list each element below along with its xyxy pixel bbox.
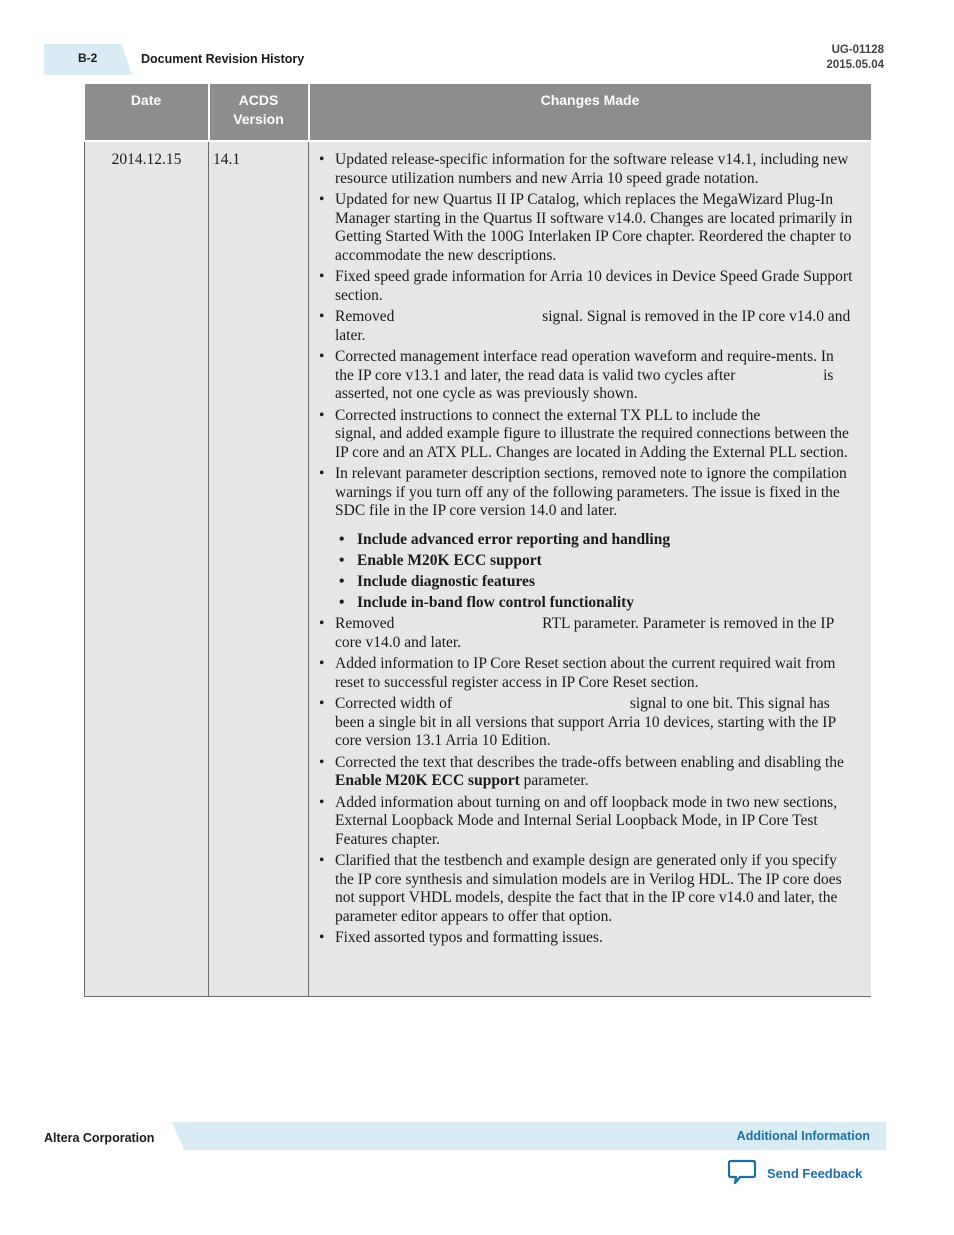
change-item (315, 348, 857, 404)
table-header-row (85, 84, 871, 141)
parameter-item: • Include in-band flow control functionality (335, 594, 857, 613)
change-text: Corrected width of (335, 695, 453, 712)
change-text: Corrected instructions to connect the external TX PLL to include the (335, 406, 761, 424)
revision-date: 2014.12.15 (85, 141, 209, 997)
company-name: Altera Corporation (44, 1131, 155, 1145)
change-item (315, 465, 857, 612)
change-text: Removed (335, 615, 395, 632)
page-number: B-2 (78, 51, 98, 65)
change-item (315, 852, 857, 926)
change-item (315, 754, 857, 791)
change-item (315, 929, 857, 948)
change-text: Added information to IP Core Reset section about the current required wait from reset to successful register access in IP Core Reset section. (335, 655, 836, 691)
revision-version: 14.1 (209, 141, 309, 997)
change-text: Fixed assorted typos and formatting issues. (335, 929, 603, 946)
change-item (315, 151, 857, 188)
change-item (315, 308, 857, 345)
change-item (315, 407, 857, 463)
change-text: Fixed speed grade information for Arria 10 devices in Device Speed Grade Support section. (335, 268, 853, 304)
change-text: signal, and added example figure to illustrate the required connections between the IP core and an ATX PLL. Changes are located in Adding the External PLL section. (335, 425, 849, 461)
parameter-name: Enable M20K ECC support (335, 772, 520, 789)
change-item (315, 615, 857, 652)
parameter-item: • Include diagnostic features (335, 573, 857, 592)
document-id (826, 43, 884, 73)
change-item (315, 695, 857, 751)
column-header-date: Date (85, 84, 209, 141)
change-text: parameter. (523, 772, 589, 789)
column-header-version: ACDS Version (209, 84, 309, 141)
change-item (315, 268, 857, 305)
change-text: Removed (335, 308, 395, 325)
changes-cell (309, 141, 871, 997)
revision-history-table (84, 84, 871, 997)
section-title: Document Revision History (141, 52, 305, 66)
change-text: Corrected the text that describes the trade-offs between enabling and disabling the (335, 753, 844, 771)
send-feedback-button[interactable] (727, 1159, 862, 1187)
change-text: signal. Signal is removed in the IP core v14.0 and later. (335, 308, 851, 344)
speech-bubble-icon (727, 1158, 757, 1189)
change-text: Added information about turning on and off loopback mode in two new sections, External Loopback Mode and Internal Serial Loopback Mode, in IP Core Test Features chapter. (335, 793, 838, 848)
change-text: Updated for new Quartus II IP Catalog, which replaces the MegaWizard Plug-In Manager starting in the Quartus II software v14.0. Changes are located primarily in Getting Started With the 100G Interlaken IP Core chapter. Reordered the chapter to accommodate the new descriptions. (335, 191, 853, 264)
change-item (315, 191, 857, 265)
change-item (315, 655, 857, 692)
change-text: Corrected management interface read operation waveform and require-ments. In the IP core v13.1 and later, the read data is valid two cycles after (335, 348, 834, 384)
document-date: 2015.05.04 (826, 59, 884, 71)
additional-information-link[interactable]: Additional Information (736, 1129, 870, 1143)
column-header-changes: Changes Made (309, 84, 871, 141)
table-row (85, 141, 871, 997)
change-text: Clarified that the testbench and example design are generated only if you specify the IP core synthesis and simulation models are in Verilog HDL. The IP core does not support VHDL models, despite the fact that in the IP core v14.0 and later, the parameter editor appears to offer that option. (335, 852, 842, 925)
send-feedback-label: Send Feedback (767, 1165, 863, 1181)
change-text: In relevant parameter description sections, removed note to ignore the compilation warnings if you turn off any of the following parameters. The issue is fixed in the SDC file in the IP core version 14.0 and later. (335, 465, 847, 519)
change-text: Updated release-specific information for the software release v14.1, including new resource utilization numbers and new Arria 10 speed grade notation. (335, 151, 849, 187)
change-text: is asserted, not one cycle as was previously shown. (335, 366, 834, 402)
change-item (315, 794, 857, 850)
changes-list (315, 151, 857, 948)
parameter-list (335, 531, 857, 613)
parameter-item: • Enable M20K ECC support (335, 552, 857, 571)
document-number: UG-01128 (831, 44, 884, 56)
change-text: signal to one bit. This signal has been a single bit in all versions that support Arria 10 devices, starting with the IP core version 13.1 Arria 10 Edition. (335, 695, 836, 749)
change-text: RTL parameter. Parameter is removed in the IP core v14.0 and later. (335, 615, 834, 651)
parameter-item: • Include advanced error reporting and handling (335, 531, 857, 550)
